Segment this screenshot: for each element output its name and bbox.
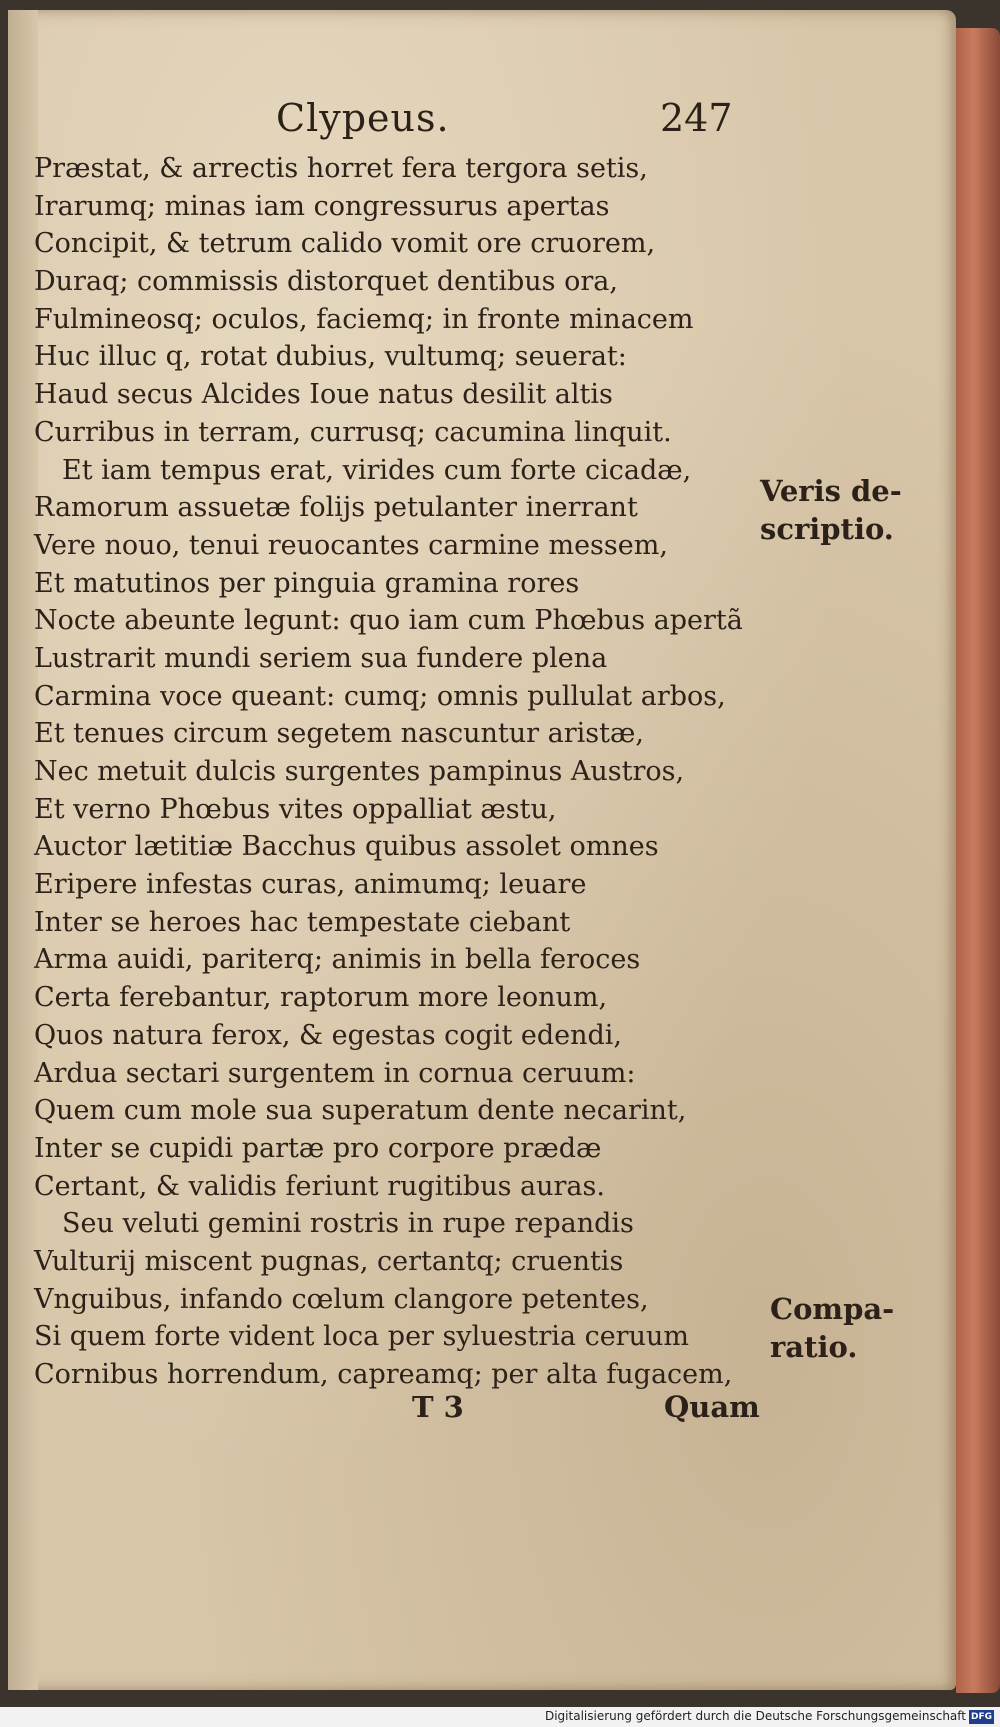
footer-credit: Digitalisierung gefördert durch die Deutsche Forschungsgemeinschaft	[544, 1709, 966, 1723]
signature-mark: T 3	[412, 1390, 464, 1424]
verse-line: Quos natura ferox, & egestas cogit edendi,	[34, 1019, 623, 1051]
verse-line: Carmina voce queant: cumq; omnis pullulat arbos,	[34, 680, 726, 712]
verse-line: Haud secus Alcides Ioue natus desilit altis	[34, 379, 613, 411]
margin-note-comparatio	[770, 1290, 894, 1366]
verse-line: Certa ferebantur, raptorum more leonum,	[34, 982, 608, 1014]
verse-line: Ardua sectari surgentem in cornua ceruum:	[34, 1057, 636, 1089]
verse-line: Et verno Phœbus vites oppalliat æstu,	[34, 793, 557, 825]
facing-page-fragment	[0, 602, 34, 640]
verse-line: Duraq; commissis distorquet dentibus ora,	[34, 266, 618, 298]
facing-page-fragment	[0, 640, 34, 678]
verse-line: Quem cum mole sua superatum dente necarint,	[34, 1095, 687, 1127]
verse-line: Et matutinos per pinguia gramina rores	[34, 567, 580, 599]
facing-page-fragment	[0, 527, 34, 565]
verse-line: Et iam tempus erat, virides cum forte cicadæ,	[62, 454, 692, 486]
facing-page-fragment	[0, 452, 34, 490]
verse-line: Vnguibus, infando cœlum clangore petentes,	[34, 1283, 649, 1315]
facing-page-fragment	[0, 866, 34, 904]
margin-note-line: ratio.	[770, 1330, 858, 1364]
facing-page-fragment	[0, 150, 34, 188]
verse-line: Arma auidi, pariterq; animis in bella feroces	[34, 944, 641, 976]
verse-line: Fulmineosq; oculos, faciemq; in fronte minacem	[34, 303, 694, 335]
verse-line: Inter se cupidi partæ pro corpore prædæ	[34, 1132, 602, 1164]
verse-line: Irarumq; minas iam congressurus apertas	[34, 190, 610, 222]
facing-page-fragment	[0, 565, 34, 603]
verse-line: Vere nouo, tenui reuocantes carmine messem,	[34, 529, 668, 561]
verse-line: Inter se heroes hac tempestate ciebant	[34, 906, 571, 938]
facing-page-fragment	[0, 489, 34, 527]
facing-page-fragment	[0, 414, 34, 452]
facing-page-fragment	[0, 1281, 34, 1319]
dfg-logo-icon: DFG	[970, 1712, 992, 1722]
facing-page-fragment	[0, 1168, 34, 1206]
facing-page-fragment	[0, 263, 34, 301]
verse-line: Si quem forte vident loca per syluestria ceruum	[34, 1321, 689, 1353]
facing-page-fragment	[0, 225, 34, 263]
facing-page-fragment	[0, 1017, 34, 1055]
facing-page-fragment	[0, 188, 34, 226]
facing-page-fragment	[0, 1130, 34, 1168]
margin-note-line: scriptio.	[760, 512, 894, 546]
page-number: 247	[660, 96, 733, 140]
running-head: Clypeus.	[276, 96, 450, 140]
facing-page-fragment	[0, 715, 34, 753]
verse-line: Nocte abeunte legunt: quo iam cum Phœbus apertã	[34, 605, 743, 637]
margin-note-line: Veris de-	[760, 474, 902, 508]
facing-page-fragment	[0, 979, 34, 1017]
page-edge	[956, 28, 1000, 1693]
facing-page-fragments	[0, 150, 34, 1394]
verse-line: Curribus in terram, currusq; cacumina linquit.	[34, 416, 672, 448]
verse-line: Eripere infestas curas, animumq; leuare	[34, 869, 587, 901]
catchword: Quam	[664, 1390, 760, 1424]
verse-line: Huc illuc q, rotat dubius, vultumq; seuerat:	[34, 341, 627, 373]
margin-note-line: Compa-	[770, 1292, 895, 1326]
facing-page-fragment	[0, 1205, 34, 1243]
verse-line: Concipit, & tetrum calido vomit ore cruorem,	[34, 228, 656, 260]
facing-page-fragment	[0, 828, 34, 866]
facing-page-fragment	[0, 678, 34, 716]
facing-page-fragment	[0, 1092, 34, 1130]
facing-page-fragment	[0, 941, 34, 979]
facing-page-fragment	[0, 301, 34, 339]
facing-page-fragment	[0, 1055, 34, 1093]
margin-note-veris	[760, 472, 902, 548]
verse-text	[34, 150, 754, 1394]
verse-line: Auctor lætitiæ Bacchus quibus assolet omnes	[34, 831, 659, 863]
verse-line: Cornibus horrendum, capreamq; per alta fugacem,	[34, 1359, 733, 1390]
facing-page-fragment	[0, 1318, 34, 1356]
verse-line: Nec metuit dulcis surgentes pampinus Austros,	[34, 756, 685, 787]
digitization-footer	[0, 1707, 1000, 1727]
verse-line: Lustrarit mundi seriem sua fundere plena	[34, 642, 608, 674]
verse-line: Vulturij miscent pugnas, certantq; cruentis	[34, 1245, 624, 1277]
facing-page-fragment	[0, 753, 34, 791]
verse-line: Seu veluti gemini rostris in rupe repandis	[62, 1208, 634, 1240]
verse-line: Certant, & validis feriunt rugitibus auras.	[34, 1170, 605, 1202]
page-header	[260, 96, 740, 146]
verse-line: Et tenues circum segetem nascuntur aristæ,	[34, 718, 644, 750]
facing-page-fragment	[0, 904, 34, 942]
facing-page-fragment	[0, 791, 34, 829]
facing-page-fragment	[0, 1243, 34, 1281]
facing-page-fragment	[0, 1356, 34, 1394]
verse-line: Præstat, & arrectis horret fera tergora setis,	[34, 153, 648, 184]
verse-line: Ramorum assuetæ folijs petulanter inerrant	[34, 492, 638, 524]
facing-page-fragment	[0, 376, 34, 414]
facing-page-fragment	[0, 338, 34, 376]
